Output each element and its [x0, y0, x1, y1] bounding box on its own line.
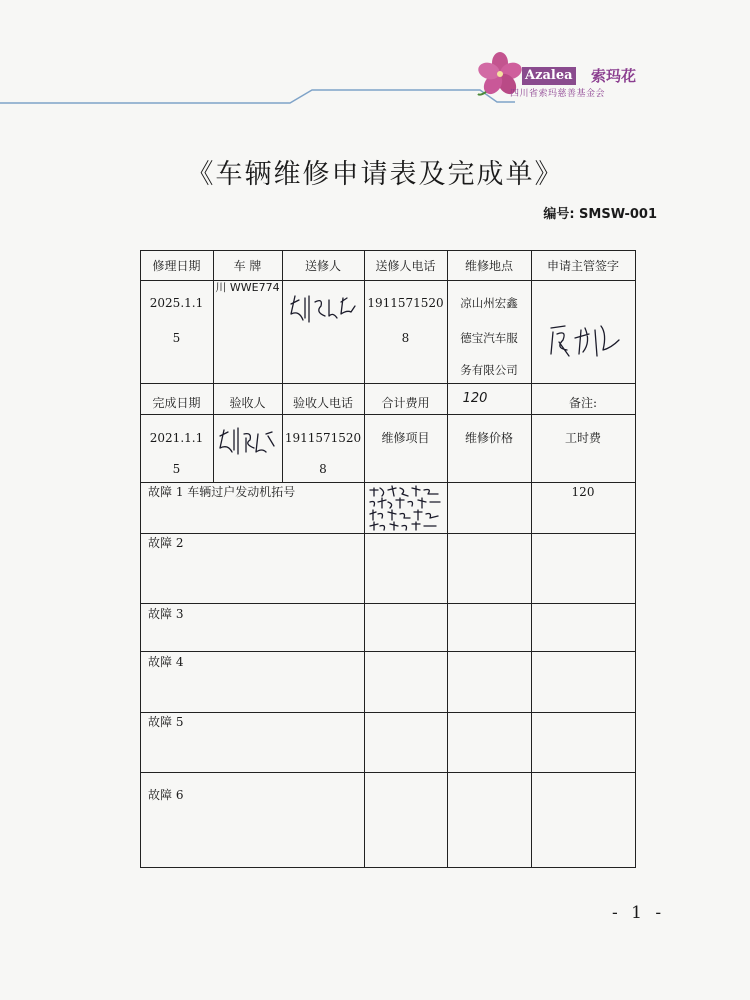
header-sender-phone: 送修人电话 [375, 259, 436, 273]
acceptor-signature [216, 426, 280, 458]
header-repair-price: 维修价格 [464, 431, 513, 445]
brand-name-en: Azalea [522, 67, 576, 85]
document-title: 《车辆维修申请表及完成单》 [186, 159, 564, 190]
header-plate: 车 牌 [233, 259, 262, 273]
table-rule [140, 772, 636, 773]
fault-3-label: 故障 3 [148, 607, 184, 621]
table-rule [140, 651, 636, 652]
sender-signature [285, 292, 363, 328]
table-column-rule [531, 250, 532, 868]
table-rule [140, 482, 636, 483]
header-repair-item: 维修项目 [381, 431, 430, 445]
brand-name-cn: 索玛花 [591, 67, 637, 85]
header-repair-date: 修理日期 [152, 259, 201, 273]
supervisor-signature [545, 320, 625, 362]
sender-phone-line1: 1911571520 [367, 296, 444, 310]
acceptor-phone-line2: 8 [319, 462, 327, 476]
header-location: 维修地点 [464, 259, 513, 273]
location-line3: 务有限公司 [460, 363, 518, 377]
fault-5-label: 故障 5 [148, 715, 184, 729]
acceptor-phone-line1: 1911571520 [284, 431, 362, 445]
header-remark: 备注: [568, 396, 598, 410]
table-rule [140, 414, 636, 415]
fault-6-label: 故障 6 [148, 788, 184, 802]
table-column-rule [282, 250, 283, 482]
finish-date-line1: 2021.1.1 [149, 431, 204, 445]
repair-date-line2: 5 [172, 331, 181, 345]
repair-item-handwritten-note [366, 484, 446, 532]
table-rule [140, 383, 636, 384]
header-finish-date: 完成日期 [152, 396, 201, 410]
total-cost-value: 120 [462, 391, 488, 406]
table-border-bottom [140, 867, 636, 868]
finish-date-line2: 5 [172, 462, 181, 476]
azalea-logo [470, 52, 645, 100]
table-rule [140, 712, 636, 713]
fault-1-label: 故障 1 车辆过户发动机拓号 [148, 485, 296, 499]
plate-number: 川 WWE774 [215, 281, 280, 294]
fault-2-label: 故障 2 [148, 536, 184, 550]
page-number: - 1 - [612, 903, 666, 923]
repair-date-line1: 2025.1.1 [149, 296, 204, 310]
fault-1-labor-fee: 120 [571, 485, 595, 499]
repair-request-table [140, 250, 636, 868]
table-border-right [635, 250, 636, 868]
location-line1: 凉山州宏鑫 [460, 296, 518, 310]
location-line2: 德宝汽车服 [460, 331, 518, 345]
table-rule [140, 603, 636, 604]
fault-4-label: 故障 4 [148, 655, 184, 669]
document-number: 编号: SMSW-001 [543, 207, 657, 222]
header-sender: 送修人 [304, 259, 341, 273]
header-supervisor-signature: 申请主管签字 [546, 259, 619, 273]
table-rule [140, 533, 636, 534]
header-acceptor: 验收人 [229, 396, 266, 410]
sender-phone-line2: 8 [401, 331, 410, 345]
header-total-cost: 合计费用 [381, 396, 430, 410]
brand-subtitle: 四川省索玛慈善基金会 [510, 89, 606, 99]
table-border-top [140, 250, 636, 251]
header-labor-fee: 工时费 [564, 431, 601, 445]
header-acceptor-phone: 验收人电话 [292, 396, 353, 410]
